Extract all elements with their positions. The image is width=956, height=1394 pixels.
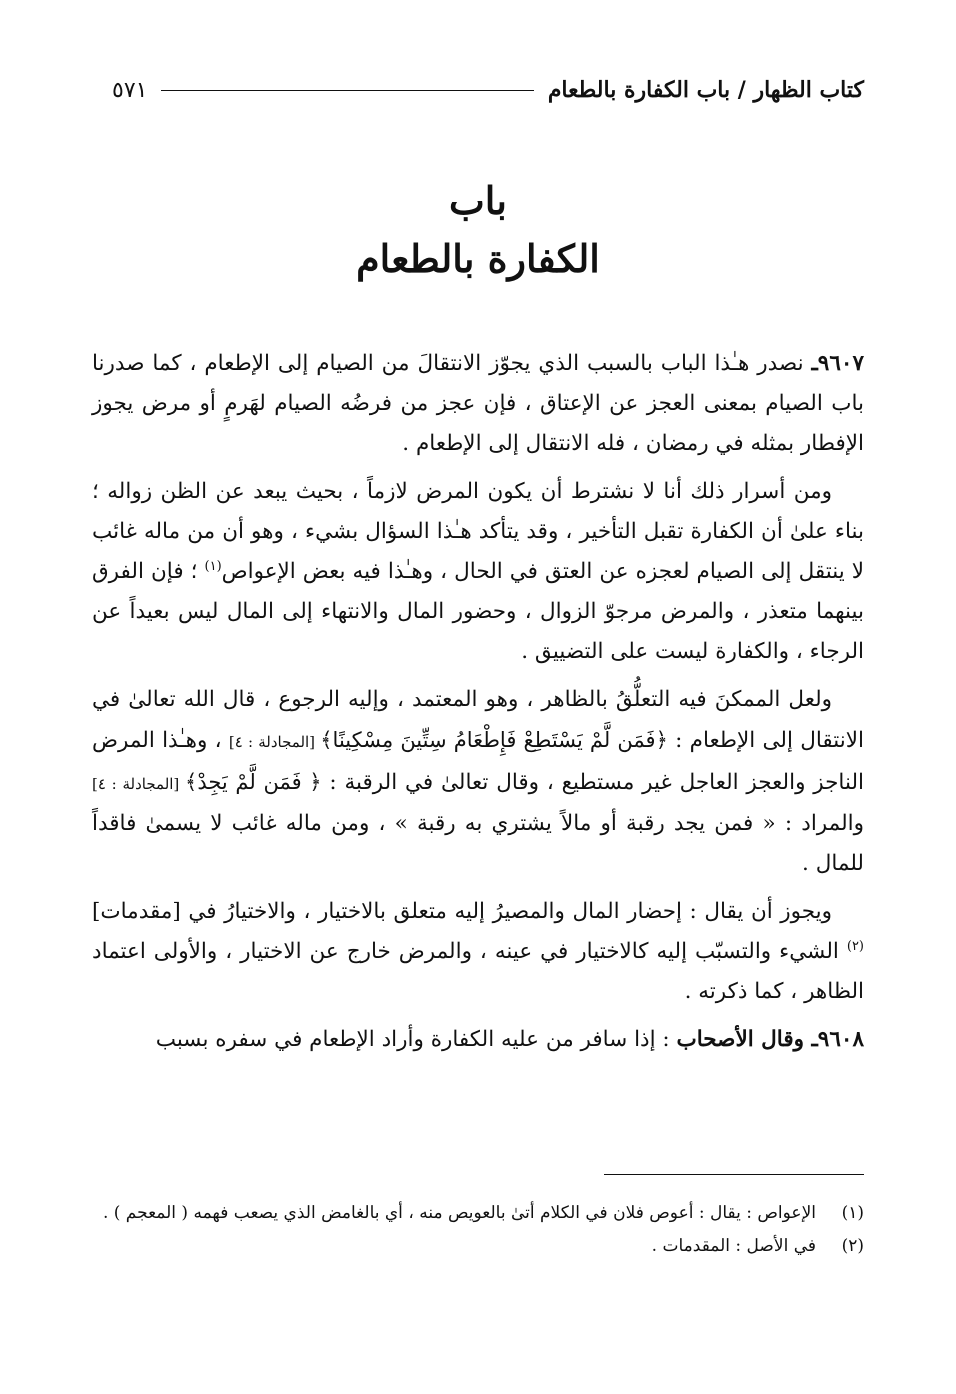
- footnote-text: في الأصل : المقدمات .: [651, 1236, 816, 1256]
- paragraph-choice: [92, 892, 864, 1012]
- chapter-title-line1: باب: [449, 178, 507, 223]
- paragraph-9608: [92, 1020, 864, 1060]
- paragraph-text: ، وهـٰذا المرض الناجز والعجز العاجل غير مستطيع ، وقال تعالىٰ في الرقبة :: [92, 728, 864, 795]
- paragraph-number: ٩٦٠٧ـ: [811, 351, 864, 376]
- body-text: [92, 344, 864, 1068]
- footnote-1: [92, 1200, 864, 1227]
- chapter-title-line2: الكفارة بالطعام: [356, 236, 600, 281]
- footnote-marker-2: (٢): [846, 938, 864, 954]
- running-title: كتاب الظهار / باب الكفارة بالطعام: [547, 77, 864, 103]
- header-rule: [161, 90, 533, 91]
- chapter-heading: [0, 172, 956, 288]
- quran-verse: ﴿ فَمَن لَّمْ يَجِدْ﴾: [185, 770, 322, 794]
- paragraph-text: ؛ فإن الفرق بينهما متعذر ، والمرض مرجوّ الزوال ، وحضور المال والانتهاء إلى المال ليس بعيداً عن الرجاء ، والكفارة ليست على التضييق .: [92, 559, 864, 664]
- footnote-text: الإعواص : يقال : أعوص فلان في الكلام أتىٰ بالعويص منه ، أي بالغامض الذي يصعب فهمه ( المعجم ) .: [102, 1203, 816, 1223]
- paragraph-text: ويجوز أن يقال : إحضار المال والمصيرُ إليه متعلق بالاختيار ، والاختيارُ في [مقدمات]: [92, 899, 832, 924]
- page-number: ٥٧١: [112, 77, 148, 103]
- footnote-marker-1: (١): [204, 558, 222, 574]
- paragraph-text: ومن أسرار ذلك أنا لا نشترط أن يكون المرض لازماً ، بحيث يبعد عن الظن زواله ؛ بناء علىٰ أن الكفارة تقبل التأخير ، وقد يتأكد هـٰذا السؤال بشيء ، وهو أن من ماله غائب لا ينتقل إلى الصيام لعجزه عن العتق في الحال ، وهـٰذا فيه بعض الإعواص: [92, 479, 864, 584]
- footnote-number: (٢): [841, 1236, 864, 1256]
- footnote-2: [92, 1233, 864, 1260]
- footnotes: [92, 1200, 864, 1266]
- paragraph-text: نصدر هـٰذا الباب بالسبب الذي يجوّز الانتقالَ من الصيام إلى الإطعام ، كما صدرنا باب الصيام بمعنى العجز عن الإعتاق ، فإن عجز من فرضُه الصيام لهَرمٍ أو مرض يجوز الإفطار بمثله في رمضان ، فله الانتقال إلى الإطعام .: [92, 351, 864, 456]
- quran-verse: ﴿فَمَن لَّمْ يَسْتَطِعْ فَإِطْعَامُ سِتِّينَ مِسْكِينًا﴾: [320, 728, 668, 752]
- paragraph-text: : إذا سافر من عليه الكفارة وأراد الإطعام في سفره بسبب: [155, 1027, 677, 1052]
- footnote-rule: [604, 1174, 864, 1175]
- paragraph-9607: [92, 344, 864, 464]
- paragraph-text: ولعل الممكنَ فيه التعلُّقُ بالظاهر ، وهو المعتمد ، وإليه الرجوع ، قال الله تعالىٰ في الانتقال إلى الإطعام :: [92, 687, 864, 753]
- paragraph-secrets: [92, 472, 864, 672]
- footnote-number: (١): [841, 1203, 864, 1223]
- paragraph-number: ٩٦٠٨ـ: [811, 1027, 864, 1052]
- verse-reference: [المجادلة : ٤]: [92, 775, 186, 793]
- verse-reference: [المجادلة : ٤]: [228, 733, 321, 751]
- paragraph-reliance: [92, 680, 864, 884]
- paragraph-text: والمراد : « فمن يجد رقبة أو مالاً يشتري به رقبة » ، ومن ماله غائب لا يسمىٰ فاقداً للمال .: [92, 811, 864, 876]
- page-header: [112, 72, 864, 108]
- paragraph-text: الشيء والتسبّب إليه كالاختيار في عينه ، والمرض خارج عن الاختيار ، والأولى اعتماد الظاهر ، كما ذكرته .: [92, 939, 864, 1004]
- paragraph-bold-text: وقال الأصحاب: [676, 1027, 812, 1052]
